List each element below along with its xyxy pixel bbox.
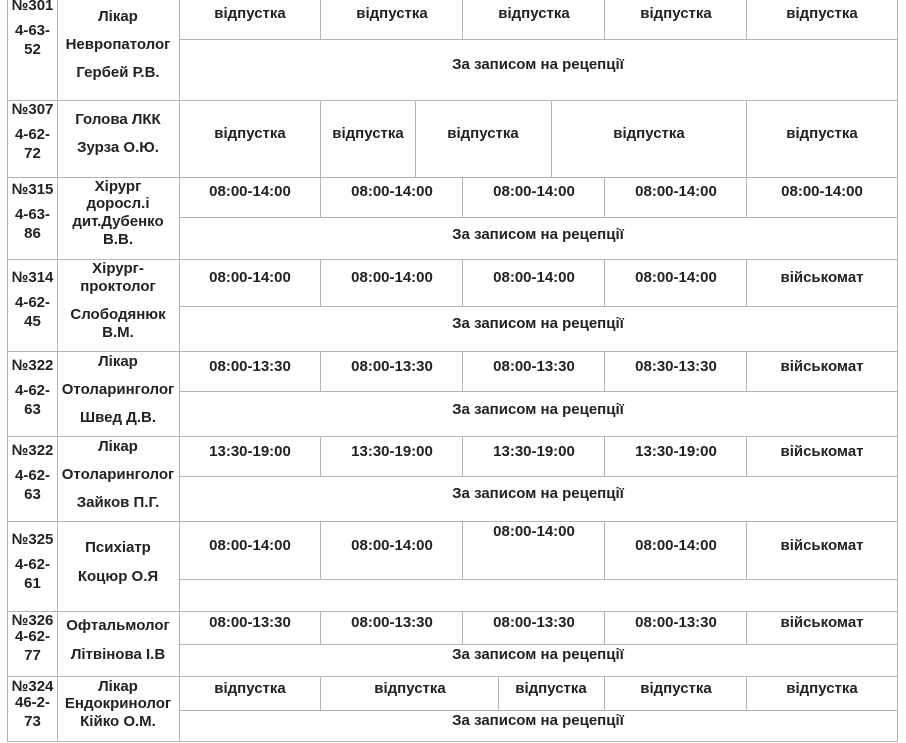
- phone-number: 4-63-86: [14, 206, 51, 242]
- room-phone-cell: [8, 0, 57, 59]
- day-divider: [462, 611, 463, 644]
- subrow-divider: [179, 391, 898, 392]
- day-cell: 08:00-13:30: [209, 614, 291, 631]
- day-divider: [746, 676, 747, 710]
- day-divider: [746, 611, 747, 644]
- day-cell: 08:30-13:30: [635, 358, 717, 375]
- day-cell: 08:00-13:30: [635, 614, 717, 631]
- reception-note: За записом на рецепції: [452, 226, 624, 243]
- day-divider: [320, 436, 321, 476]
- room-phone-cell: [8, 611, 57, 665]
- row-divider: [7, 676, 898, 677]
- day-divider: [746, 259, 747, 306]
- table-bottom-border: [7, 741, 898, 742]
- day-divider: [604, 521, 605, 579]
- room-number: №326: [11, 612, 54, 629]
- day-cell: 13:30-19:00: [209, 443, 291, 460]
- day-cell: 13:30-19:00: [493, 443, 575, 460]
- day-cell: 08:00-13:30: [351, 614, 433, 631]
- day-cell: відпустка: [786, 680, 858, 697]
- room-number: №315: [11, 181, 54, 198]
- day-divider: [320, 611, 321, 644]
- day-cell: 08:00-14:00: [493, 523, 575, 540]
- day-divider: [551, 100, 552, 177]
- doctor-line: Швед Д.В.: [80, 409, 156, 426]
- day-cell: відпустка: [640, 680, 712, 697]
- day-cell: відпустка: [447, 125, 519, 142]
- day-cell: 08:00-14:00: [351, 537, 433, 554]
- doctor-line: Коцюр О.Я: [77, 568, 159, 585]
- reception-note: За записом на рецепції: [452, 401, 624, 418]
- doctor-line: Літвінова І.В: [70, 646, 166, 663]
- reception-note: За записом на рецепції: [452, 485, 624, 502]
- day-cell: 08:00-14:00: [209, 183, 291, 200]
- day-divider: [320, 521, 321, 579]
- doctor-line: Зайков П.Г.: [76, 494, 160, 511]
- column-divider: [57, 0, 58, 742]
- day-divider: [462, 177, 463, 217]
- doctor-line: Лікар: [98, 353, 138, 370]
- reception-note: За записом на рецепції: [452, 315, 624, 332]
- day-divider: [604, 676, 605, 710]
- row-divider: [7, 100, 898, 101]
- room-phone-cell: [8, 530, 57, 593]
- day-divider: [462, 521, 463, 579]
- day-cell: 08:00-14:00: [351, 183, 433, 200]
- day-cell: відпустка: [374, 680, 446, 697]
- day-cell: відпустка: [214, 125, 286, 142]
- doctor-line: Невропатолог: [65, 36, 171, 53]
- day-cell: 08:00-14:00: [635, 537, 717, 554]
- doctor-line: доросл.і: [86, 195, 150, 212]
- day-cell: 08:00-14:00: [209, 269, 291, 286]
- day-divider: [462, 351, 463, 391]
- phone-number: 4-62-63: [14, 467, 51, 503]
- day-cell: відпустка: [214, 5, 286, 22]
- doctor-line: Зурза О.Ю.: [77, 139, 159, 156]
- day-divider: [462, 436, 463, 476]
- day-cell: 08:00-13:30: [493, 358, 575, 375]
- room-phone-cell: [8, 677, 57, 731]
- day-cell: 08:00-14:00: [493, 183, 575, 200]
- day-cell: 08:00-14:00: [635, 269, 717, 286]
- day-divider: [320, 100, 321, 177]
- day-cell: військомат: [780, 537, 864, 554]
- day-cell: відпустка: [640, 5, 712, 22]
- day-cell: відпустка: [332, 125, 404, 142]
- doctor-line: проктолог: [80, 278, 156, 295]
- doctor-line: Гербей Р.В.: [76, 64, 160, 81]
- day-divider: [746, 351, 747, 391]
- row-divider: [7, 351, 898, 352]
- doctor-line: Лікар: [98, 678, 138, 695]
- subrow-divider: [179, 306, 898, 307]
- day-divider: [462, 259, 463, 306]
- table-right-border: [897, 0, 898, 742]
- room-number: №324: [11, 678, 54, 695]
- reception-note: За записом на рецепції: [452, 712, 624, 729]
- doctor-line: В.М.: [102, 324, 134, 341]
- day-divider: [746, 100, 747, 177]
- day-divider: [746, 177, 747, 217]
- room-phone-cell: [8, 100, 57, 163]
- subrow-divider: [179, 39, 898, 40]
- day-divider: [320, 0, 321, 39]
- day-cell: 08:00-14:00: [781, 183, 863, 200]
- row-divider: [7, 436, 898, 437]
- day-divider: [498, 676, 499, 710]
- doctor-line: Психіатр: [85, 539, 151, 556]
- doctor-line: Отоларинголог: [61, 381, 175, 398]
- room-number: №314: [11, 269, 54, 286]
- doctor-line: Хірург: [94, 178, 142, 195]
- subrow-divider: [179, 476, 898, 477]
- day-divider: [746, 521, 747, 579]
- day-cell: відпустка: [498, 5, 570, 22]
- reception-note: За записом на рецепції: [452, 56, 624, 73]
- day-divider: [320, 351, 321, 391]
- day-divider: [462, 0, 463, 39]
- day-cell: військомат: [780, 269, 864, 286]
- room-number: №307: [11, 101, 54, 118]
- day-cell: 08:00-13:30: [493, 614, 575, 631]
- day-divider: [604, 611, 605, 644]
- doctor-line: Отоларинголог: [61, 466, 175, 483]
- day-divider: [320, 676, 321, 710]
- doctor-line: дит.Дубенко: [72, 213, 164, 230]
- day-cell: відпустка: [214, 680, 286, 697]
- day-cell: 08:00-14:00: [209, 537, 291, 554]
- day-divider: [604, 436, 605, 476]
- phone-number: 4-62-45: [14, 294, 51, 330]
- day-cell: 08:00-14:00: [351, 269, 433, 286]
- phone-number: 4-62-72: [14, 126, 51, 162]
- day-divider: [415, 100, 416, 177]
- day-divider: [320, 177, 321, 217]
- day-cell: 13:30-19:00: [635, 443, 717, 460]
- room-phone-cell: [8, 180, 57, 243]
- doctor-line: Лікар: [98, 438, 138, 455]
- doctor-line: Слободянюк: [70, 306, 166, 323]
- row-divider: [7, 611, 898, 612]
- reception-note: За записом на рецепції: [452, 646, 624, 663]
- day-divider: [604, 351, 605, 391]
- day-cell: 08:00-14:00: [635, 183, 717, 200]
- day-divider: [604, 177, 605, 217]
- day-divider: [604, 259, 605, 306]
- day-cell: 13:30-19:00: [351, 443, 433, 460]
- doctor-line: Хірург-: [92, 260, 144, 277]
- doctor-line: Кійко О.М.: [80, 713, 156, 730]
- doctor-line: Лікар: [98, 8, 138, 25]
- room-number: №325: [11, 531, 54, 548]
- day-divider: [320, 259, 321, 306]
- day-cell: 08:00-13:30: [209, 358, 291, 375]
- row-divider: [7, 521, 898, 522]
- room-phone-cell: [8, 441, 57, 504]
- subrow-divider: [179, 579, 898, 580]
- day-cell: відпустка: [613, 125, 685, 142]
- phone-number: 4-62-77: [14, 628, 51, 664]
- room-number: №301: [11, 0, 54, 14]
- doctor-line: Голова ЛКК: [75, 111, 161, 128]
- subrow-divider: [179, 217, 898, 218]
- day-divider: [604, 0, 605, 39]
- day-cell: відпустка: [786, 125, 858, 142]
- room-phone-cell: [8, 268, 57, 331]
- day-cell: відпустка: [515, 680, 587, 697]
- phone-number: 4-62-61: [14, 556, 51, 592]
- day-divider: [746, 0, 747, 39]
- room-number: №322: [11, 357, 54, 374]
- day-cell: відпустка: [356, 5, 428, 22]
- day-cell: 08:00-14:00: [493, 269, 575, 286]
- phone-number: 4-63-52: [14, 22, 51, 58]
- room-number: №322: [11, 442, 54, 459]
- day-cell: військомат: [780, 443, 864, 460]
- phone-number: 46-2-73: [14, 694, 51, 730]
- day-cell: військомат: [780, 358, 864, 375]
- room-phone-cell: [8, 356, 57, 419]
- day-cell: відпустка: [786, 5, 858, 22]
- day-divider: [746, 436, 747, 476]
- doctor-line: Ендокринолог: [64, 695, 172, 712]
- doctor-line: В.В.: [103, 231, 133, 248]
- phone-number: 4-62-63: [14, 382, 51, 418]
- day-cell: військомат: [780, 614, 864, 631]
- day-cell: 08:00-13:30: [351, 358, 433, 375]
- doctor-line: Офтальмолог: [66, 617, 170, 634]
- column-divider: [179, 0, 180, 742]
